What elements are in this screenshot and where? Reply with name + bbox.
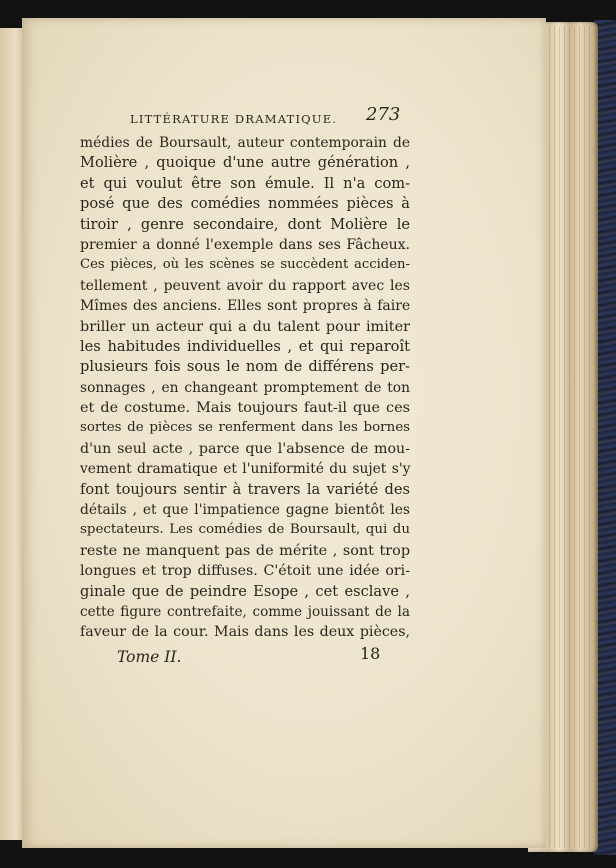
text-line: reste ne manquent pas de mérite , sont trop <box>80 542 411 559</box>
text-line: médies de Boursault, auteur contemporain de <box>80 135 410 151</box>
text-line: Ces pièces, où les scènes se succèdent acciden- <box>80 257 410 273</box>
text-line: briller un acteur qui a du talent pour imiter <box>80 318 410 335</box>
signature-mark: Tome II. <box>117 648 182 666</box>
text-line: tellement , peuvent avoir du rapport avec les <box>80 277 410 294</box>
text-line: les habitudes individuelles , et qui reparoît <box>80 337 410 355</box>
text-line: premier a donné l'exemple dans ses Fâcheux. <box>80 236 410 253</box>
text-line: longues et trop diffuses. C'étoit une idée ori- <box>80 563 410 580</box>
text-line: Molière , quoique d'une autre génération , <box>80 154 410 172</box>
text-line: et de costume. Mais toujours faut-il que ces <box>80 400 410 417</box>
text-line: tiroir , genre secondaire, dont Molière le <box>80 215 410 233</box>
running-head: LITTÉRATURE DRAMATIQUE. <box>130 112 338 126</box>
text-line: faveur de la cour. Mais dans les deux pièces, <box>80 624 410 641</box>
text-line: cette figure contrefaite, comme jouissant de la <box>80 603 410 620</box>
text-line: détails , et que l'impatience gagne bientôt les <box>80 502 410 519</box>
page-number: 273 <box>366 104 401 125</box>
text-line: sortes de pièces se renferment dans les bornes <box>80 420 410 436</box>
text-line: spectateurs. Les comédies de Boursault, qui du <box>80 522 410 538</box>
text-line: plusieurs fois sous le nom de différens per- <box>80 358 410 376</box>
gathering-number: 18 <box>360 644 381 663</box>
text-line: posé que des comédies nommées pièces à <box>80 195 410 213</box>
text-line: font toujours sentir à travers la variété des <box>80 480 410 498</box>
text-line: et qui voulut être son émule. Il n'a com- <box>80 174 410 192</box>
text-line: Mîmes des anciens. Elles sont propres à faire <box>80 298 411 315</box>
text-line: d'un seul acte , parce que l'absence de mou- <box>80 440 410 457</box>
text-line: sonnages , en changeant promptement de ton <box>80 379 410 396</box>
text-line: ginale que de peindre Esope , cet esclave , <box>80 582 410 600</box>
text-line: vement dramatique et l'uniformité du sujet s'y <box>80 461 411 478</box>
page-body-text <box>80 133 410 643</box>
